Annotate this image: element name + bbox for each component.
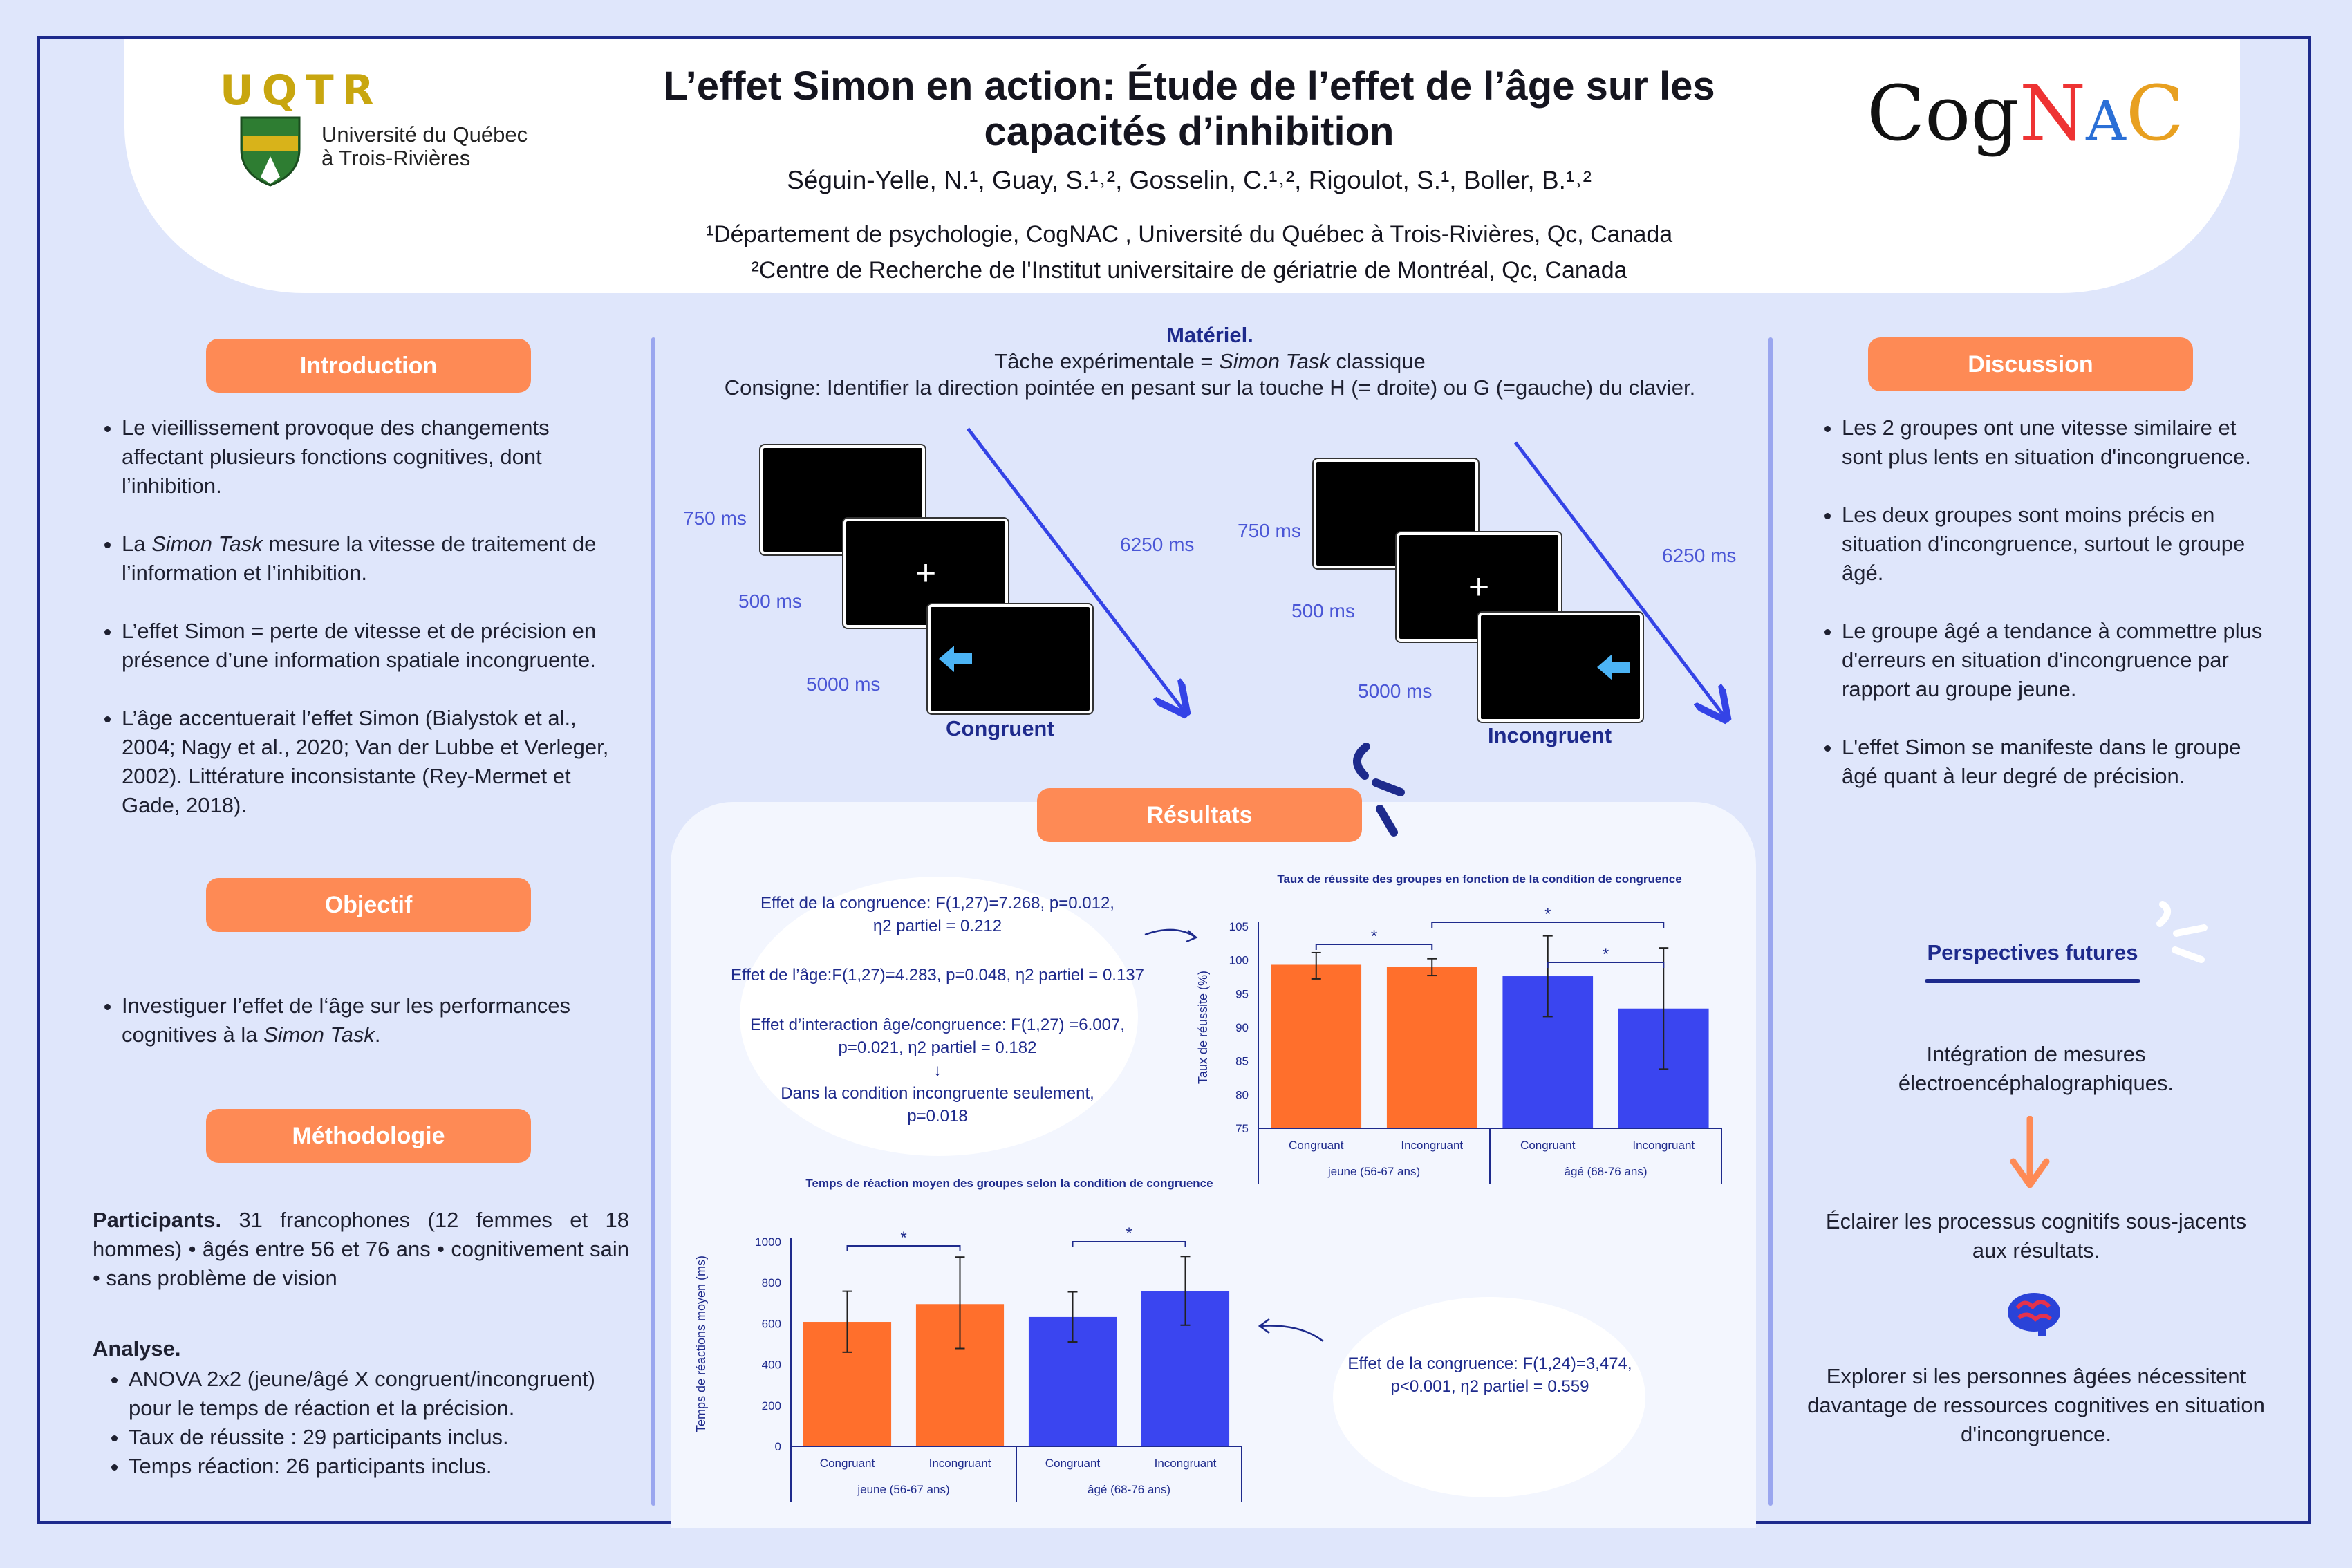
- intro-item-4: • L’âge accentuerait l’effet Simon (Bialystok et al., 2004; Nagy et al., 2020; Van der Lubbe et Verleger, 2002). Littérature inconsistante (Rey-Mermet et Gade, 2018).: [122, 704, 626, 820]
- perspective-1: Intégration de mesures électroencéphalographiques.: [1898, 1042, 2174, 1095]
- perspectives-heading: Perspectives futures: [1927, 940, 2138, 964]
- objectif-item: • Investiguer l’effet de l‘âge sur les performances cognitives à la Simon Task.: [122, 991, 626, 1049]
- y-axis-label: Taux de réussite (%): [1196, 970, 1210, 1085]
- x-tick-label: Incongruant: [1401, 1139, 1464, 1152]
- stats3-line1: Effet d’interaction âge/congruence: F(1,27) =6.007,: [750, 1016, 1125, 1034]
- y-tick-label: 0: [774, 1440, 781, 1453]
- time-6250-incongruent: 6250 ms: [1662, 545, 1737, 566]
- materiel-line1: Tâche expérimentale = Simon Task classique: [994, 349, 1426, 373]
- title-line2: capacités d’inhibition: [984, 109, 1394, 154]
- analyse-item-3: • Temps réaction: 26 participants inclus.: [129, 1452, 629, 1481]
- discussion-header: Discussion: [1868, 337, 2193, 391]
- significance-star: *: [1126, 1224, 1132, 1243]
- affiliation-1: ¹Département de psychologie, CogNAC , Université du Québec à Trois-Rivières, Qc, Canada: [705, 221, 1673, 248]
- group-label: jeune (56-67 ans): [1327, 1165, 1421, 1178]
- time-6250-congruent: 6250 ms: [1120, 534, 1195, 555]
- arrow-down-icon: [2009, 1116, 2051, 1192]
- uqtr-line1: Université du Québec: [321, 122, 528, 147]
- uqtr-line2: à Trois-Rivières: [321, 146, 471, 170]
- time-5000-congruent: 5000 ms: [806, 673, 881, 695]
- bar: [1387, 967, 1477, 1128]
- discussion-item-1: • Les 2 groupes ont une vitesse similaire et sont plus lents en situation d'incongruence.: [1842, 413, 2270, 472]
- brain-icon: [2005, 1290, 2063, 1337]
- stats5-line2: p<0.001, η2 partiel = 0.559: [1390, 1377, 1589, 1396]
- significance-star: *: [1370, 927, 1378, 946]
- stats1-line1: Effet de la congruence: F(1,27)=7.268, p=0.012,: [760, 894, 1114, 913]
- fixation-cross-icon: +: [1468, 567, 1490, 607]
- uqtr-logo-word: UQTR: [220, 66, 382, 115]
- stats-age: Effet de l’âge:F(1,27)=4.283, p=0.048, η2 partiel = 0.137: [731, 966, 1144, 984]
- y-tick-label: 800: [761, 1276, 781, 1290]
- x-tick-label: Congruant: [1045, 1457, 1101, 1470]
- y-tick-label: 200: [761, 1399, 781, 1412]
- y-tick-label: 1000: [755, 1235, 781, 1249]
- significance-star: *: [1544, 905, 1551, 924]
- discussion-item-3: • Le groupe âgé a tendance à commettre plus d'erreurs en situation d'incongruence par rapport au groupe jeune.: [1842, 617, 2270, 704]
- time-500-incongruent: 500 ms: [1291, 600, 1355, 622]
- group-label: âgé (68-76 ans): [1564, 1165, 1648, 1178]
- stats1-line2: η2 partiel = 0.212: [872, 917, 1002, 935]
- discussion-item-4: • L'effet Simon se manifeste dans le groupe âgé quant à leur degré de précision.: [1842, 733, 2270, 791]
- resultats-header: Résultats: [1037, 788, 1362, 842]
- participants-heading: Participants.: [93, 1208, 222, 1232]
- y-tick-label: 75: [1235, 1122, 1249, 1135]
- down-arrow-icon: ↓: [933, 1061, 942, 1080]
- stats4-line2: p=0.018: [907, 1107, 968, 1126]
- y-axis-label: Temps de réactions moyen (ms): [694, 1255, 708, 1433]
- analyse-item-1: • ANOVA 2x2 (jeune/âgé X congruent/incongruent) pour le temps de réaction et la précision.: [129, 1365, 629, 1423]
- cognac-logo: CogNAC: [1867, 69, 2185, 158]
- intro-item-2: • La Simon Task mesure la vitesse de traitement de l’information et l’inhibition.: [122, 530, 626, 588]
- incongruent-label: Incongruent: [1488, 723, 1612, 747]
- perspective-3: Explorer si les personnes âgées nécessitent davantage de ressources cognitives en situation d'incongruence.: [1807, 1364, 2265, 1446]
- y-tick-label: 90: [1235, 1021, 1249, 1034]
- y-tick-label: 95: [1235, 987, 1249, 1001]
- congruent-label: Congruent: [946, 716, 1054, 740]
- affiliation-2: ²Centre de Recherche de l'Institut universitaire de gériatrie de Montréal, Qc, Canada: [751, 257, 1627, 283]
- time-750-congruent: 750 ms: [683, 507, 747, 529]
- time-5000-incongruent: 5000 ms: [1358, 680, 1432, 702]
- analyse-heading: Analyse.: [93, 1336, 181, 1361]
- perspectives-decoration-icon: [2149, 899, 2215, 975]
- time-750-incongruent: 750 ms: [1238, 520, 1301, 541]
- group-label: âgé (68-76 ans): [1087, 1483, 1171, 1496]
- chart-reaction-time: [689, 1203, 1262, 1507]
- perspectives-underline: [1925, 979, 2140, 983]
- chart2-title: Temps de réaction moyen des groupes selon la condition de congruence: [805, 1177, 1213, 1190]
- bar: [1271, 964, 1361, 1128]
- stats5-line1: Effet de la congruence: F(1,24)=3,474,: [1347, 1354, 1632, 1373]
- stats3-line2: p=0.021, η2 partiel = 0.182: [838, 1038, 1037, 1057]
- y-tick-label: 105: [1229, 920, 1249, 933]
- x-tick-label: Congruant: [819, 1457, 875, 1470]
- discussion-item-2: • Les deux groupes sont moins précis en situation d'incongruence, surtout le groupe âgé.: [1842, 501, 2270, 588]
- x-tick-label: Incongruant: [1632, 1139, 1695, 1152]
- authors: Séguin-Yelle, N.¹, Guay, S.¹˒², Gosselin, C.¹˒², Rigoulot, S.¹, Boller, B.¹˒²: [787, 166, 1592, 194]
- y-tick-label: 100: [1229, 953, 1249, 967]
- chart1-title: Taux de réussite des groupes en fonction de la condition de congruence: [1277, 872, 1682, 886]
- materiel-line2: Consigne: Identifier la direction pointée en pesant sur la touche H (= droite) ou G (=gauche) du clavier.: [724, 375, 1696, 400]
- introduction-header: Introduction: [206, 339, 531, 393]
- x-tick-label: Congruant: [1289, 1139, 1344, 1152]
- x-tick-label: Congruant: [1520, 1139, 1576, 1152]
- y-tick-label: 85: [1235, 1054, 1249, 1068]
- participants-text: 31 francophones (12 femmes et 18 hommes) • âgés entre 56 et 76 ans • cognitivement sain • sans problème de vision: [93, 1208, 629, 1290]
- y-tick-label: 80: [1235, 1088, 1249, 1102]
- discussion-list: [1814, 413, 2270, 820]
- methodologie-header: Méthodologie: [206, 1109, 531, 1163]
- significance-star: *: [900, 1229, 907, 1247]
- y-tick-label: 400: [761, 1358, 781, 1372]
- stats4-line1: Dans la condition incongruente seulement,: [781, 1084, 1094, 1103]
- objectif-header: Objectif: [206, 878, 531, 932]
- analyse-item-2: • Taux de réussite : 29 participants inclus.: [129, 1423, 629, 1452]
- significance-star: *: [1602, 945, 1609, 964]
- time-500-congruent: 500 ms: [738, 590, 802, 612]
- materiel-heading: Matériel.: [1166, 323, 1253, 347]
- intro-item-1: • Le vieillissement provoque des changements affectant plusieurs fonctions cognitives, dont l’inhibition.: [122, 413, 626, 501]
- chart-accuracy: [1189, 899, 1742, 1189]
- group-label: jeune (56-67 ans): [857, 1483, 950, 1496]
- title-line1: L’effet Simon en action: Étude de l’effet de l’âge sur les: [663, 64, 1715, 109]
- perspective-2: Éclairer les processus cognitifs sous-jacents aux résultats.: [1825, 1209, 2247, 1262]
- x-tick-label: Incongruant: [1154, 1457, 1217, 1470]
- intro-item-3: • L’effet Simon = perte de vitesse et de précision en présence d’une information spatiale incongruente.: [122, 617, 626, 675]
- x-tick-label: Incongruant: [928, 1457, 991, 1470]
- fixation-cross-icon: +: [915, 553, 937, 593]
- y-tick-label: 600: [761, 1317, 781, 1331]
